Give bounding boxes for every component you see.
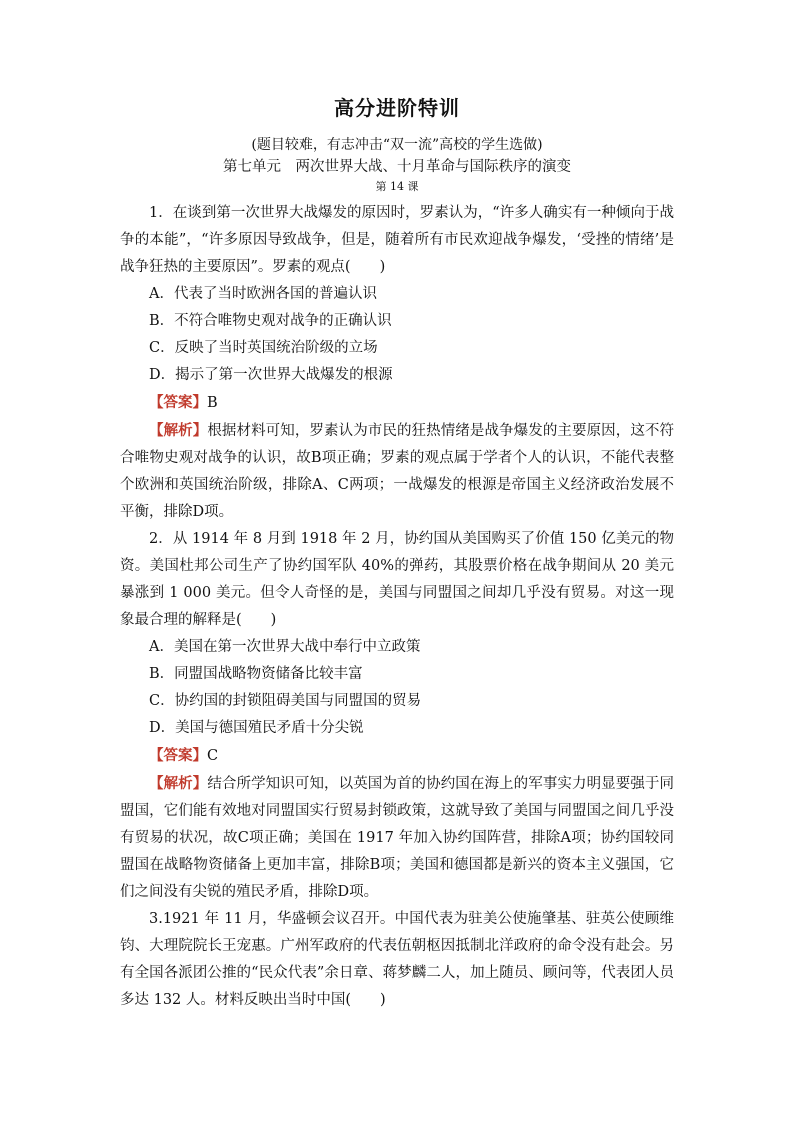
analysis-tag: 【解析】 xyxy=(149,775,208,792)
question-2 xyxy=(120,526,674,906)
option-d: D．美国与德国殖民矛盾十分尖锐 xyxy=(149,720,364,736)
option-c: C．协约国的封锁阻碍美国与同盟国的贸易 xyxy=(149,693,422,709)
option-d: D．揭示了第一次世界大战爆发的根源 xyxy=(149,367,393,383)
question-1 xyxy=(120,200,674,526)
answer-line xyxy=(120,389,674,417)
question-3 xyxy=(120,906,674,1014)
answer-value: B xyxy=(207,395,218,411)
option-a: A．美国在第一次世界大战中奉行中立政策 xyxy=(149,639,421,655)
answer-line xyxy=(120,742,674,770)
option-c: C．反映了当时英国统治阶级的立场 xyxy=(149,340,378,356)
answer-tag: 【答案】 xyxy=(149,747,207,764)
question-stem: 3.1921 年 11 月，华盛顿会议召开。中国代表为驻美公使施肇基、驻英公使顾维钧、大理院院长王宠惠。广州军政府的代表伍朝枢因抵制北洋政府的命令没有赴会。另有全国各派团公推的“民众代表”余日章、蒋梦麟二人，加上随员、顾问等，代表团人员多达 132 人。材料反映出当时中国( ) xyxy=(120,911,674,1008)
option-a: A．代表了当时欧洲各国的普遍认识 xyxy=(149,286,377,302)
unit-heading: 第七单元 两次世界大战、十月革命与国际秩序的演变 xyxy=(223,159,571,175)
question-stem: 2．从 1914 年 8 月到 1918 年 2 月，协约国从美国购买了价值 150 亿美元的物资。美国杜邦公司生产了协约国军队 40%的弹药，其股票价格在战争期间从 20 美元暴涨到 1 000 美元。但令人奇怪的是，美国与同盟国之间却几乎没有贸易。对这一现象最合理的解释是( ) xyxy=(120,531,674,628)
analysis xyxy=(120,770,674,906)
page-title: 高分进阶特训 xyxy=(334,96,460,120)
question-stem: 1．在谈到第一次世界大战爆发的原因时，罗素认为，“许多人确实有一种倾向于战争的本能”，“许多原因导致战争，但是，随着所有市民欢迎战争爆发，‘受挫的情绪’是战争狂热的主要原因”。罗素的观点( ) xyxy=(120,205,674,275)
answer-value: C xyxy=(207,748,219,764)
answer-tag: 【答案】 xyxy=(149,394,207,411)
option-b: B．同盟国战略物资储备比较丰富 xyxy=(149,666,363,682)
lesson-heading: 第 14 课 xyxy=(375,180,419,193)
analysis-tag: 【解析】 xyxy=(149,422,208,439)
analysis xyxy=(120,417,674,526)
page-subtitle: (题目较难，有志冲击“双一流”高校的学生选做) xyxy=(251,137,543,153)
analysis-text: 结合所学知识可知，以英国为首的协约国在海上的军事实力明显要强于同盟国，它们能有效地对同盟国实行贸易封锁政策，这就导致了美国与同盟国之间几乎没有贸易的状况，故C项正确；美国在 1917 年加入协约国阵营，排除A项；协约国较同盟国在战略物资储备上更加丰富，排除B项；美国和德国都是新兴的资本主义强国，它们之间没有尖锐的殖民矛盾，排除D项。 xyxy=(120,776,674,900)
analysis-text: 根据材料可知，罗素认为市民的狂热情绪是战争爆发的主要原因，这不符合唯物史观对战争的认识，故B项正确；罗素的观点属于学者个人的认识，不能代表整个欧洲和英国统治阶级，排除A、C两项；一战爆发的根源是帝国主义经济政治发展不平衡，排除D项。 xyxy=(120,423,674,520)
option-b: B．不符合唯物史观对战争的正确认识 xyxy=(149,313,392,329)
